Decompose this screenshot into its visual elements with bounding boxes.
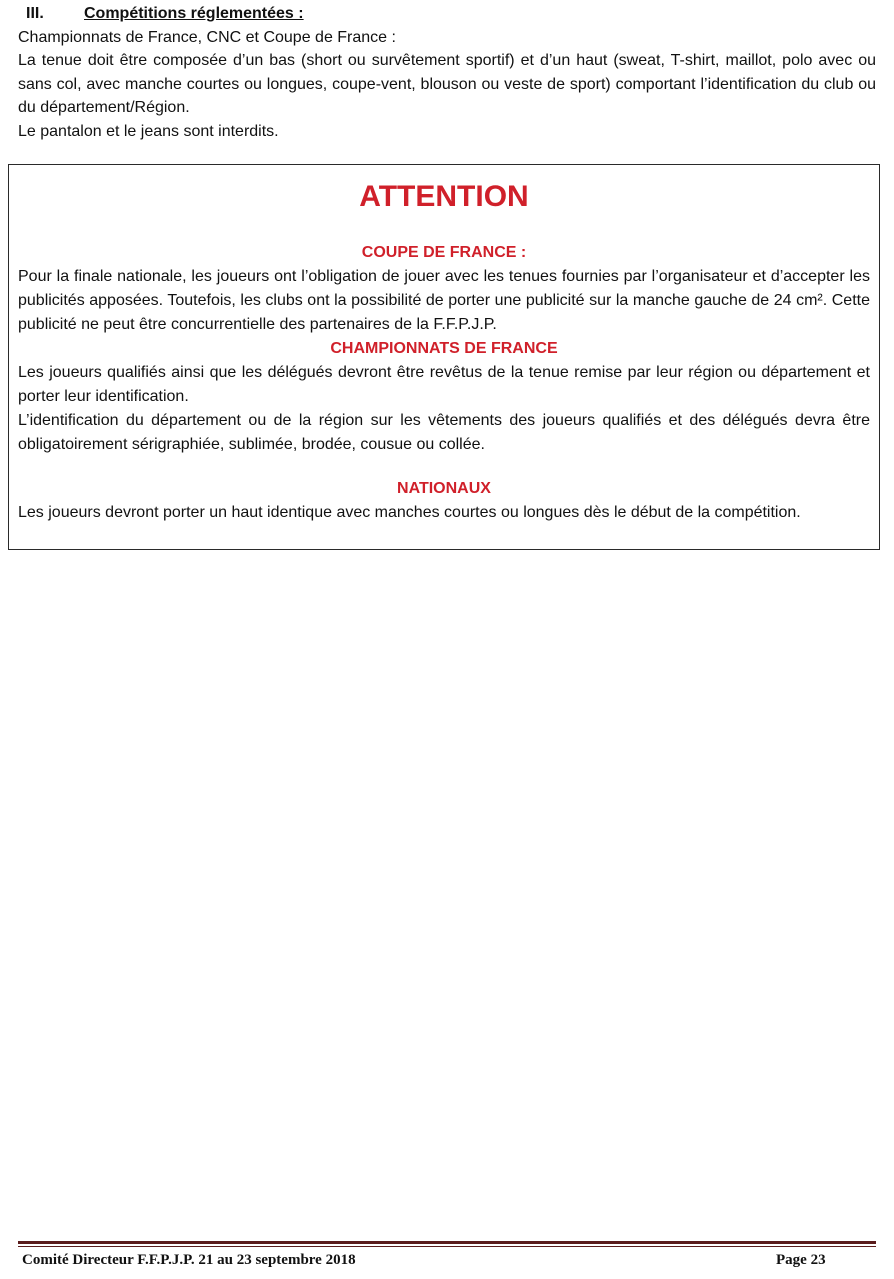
section-line-3: Le pantalon et le jeans sont interdits. xyxy=(18,122,279,140)
coupe-heading: COUPE DE FRANCE : xyxy=(361,244,527,261)
coupe-text: Pour la finale nationale, les joueurs ont l’obligation de jouer avec les tenues fournies par l’organisateur et d’accepter les publicités apposées. Toutefois, les clubs ont la possibilité de porter une publicité sur la manche gauche de 24 cm². Cette publicité ne peut être concurrentielle des partenaires de la F.F.P.J.P. xyxy=(18,268,870,333)
footer-committee: Comité Directeur F.F.P.J.P. 21 au 23 septembre 2018 xyxy=(22,1252,356,1268)
attention-title: ATTENTION xyxy=(359,180,529,213)
championnats-heading: CHAMPIONNATS DE FRANCE xyxy=(330,340,558,357)
nationaux-text: Les joueurs devront porter un haut identique avec manches courtes ou longues dès le début de la compétition. xyxy=(18,504,801,521)
section-heading xyxy=(18,2,876,26)
section-line-2: La tenue doit être composée d’un bas (short ou survêtement sportif) et d’un haut (sweat, T-shirt, maillot, polo avec ou sans col, avec manche courtes ou longues, coupe-vent, blouson ou veste de sport) comportant l’identification du club ou du département/Région. xyxy=(18,52,876,116)
section-competitions xyxy=(18,2,876,143)
nationaux-heading: NATIONAUX xyxy=(397,480,491,497)
section-number: III. xyxy=(26,5,44,22)
section-title: Compétitions réglementées : xyxy=(84,5,304,22)
section-line-1: Championnats de France, CNC et Coupe de France : xyxy=(18,28,396,46)
footer-rule-thin xyxy=(18,1246,876,1247)
championnats-text-2: L’identification du département ou de la région sur les vêtements des joueurs qualifiés et des délégués devra être obligatoirement sérigraphiée, sublimée, brodée, cousue ou collée. xyxy=(18,412,870,453)
footer-rule xyxy=(18,1241,876,1244)
footer-page-number: Page 23 xyxy=(776,1252,826,1268)
attention-box xyxy=(8,164,880,550)
championnats-text-1: Les joueurs qualifiés ainsi que les délégués devront être revêtus de la tenue remise par leur région ou département et porter leur identification. xyxy=(18,364,870,405)
spacer xyxy=(18,457,870,477)
